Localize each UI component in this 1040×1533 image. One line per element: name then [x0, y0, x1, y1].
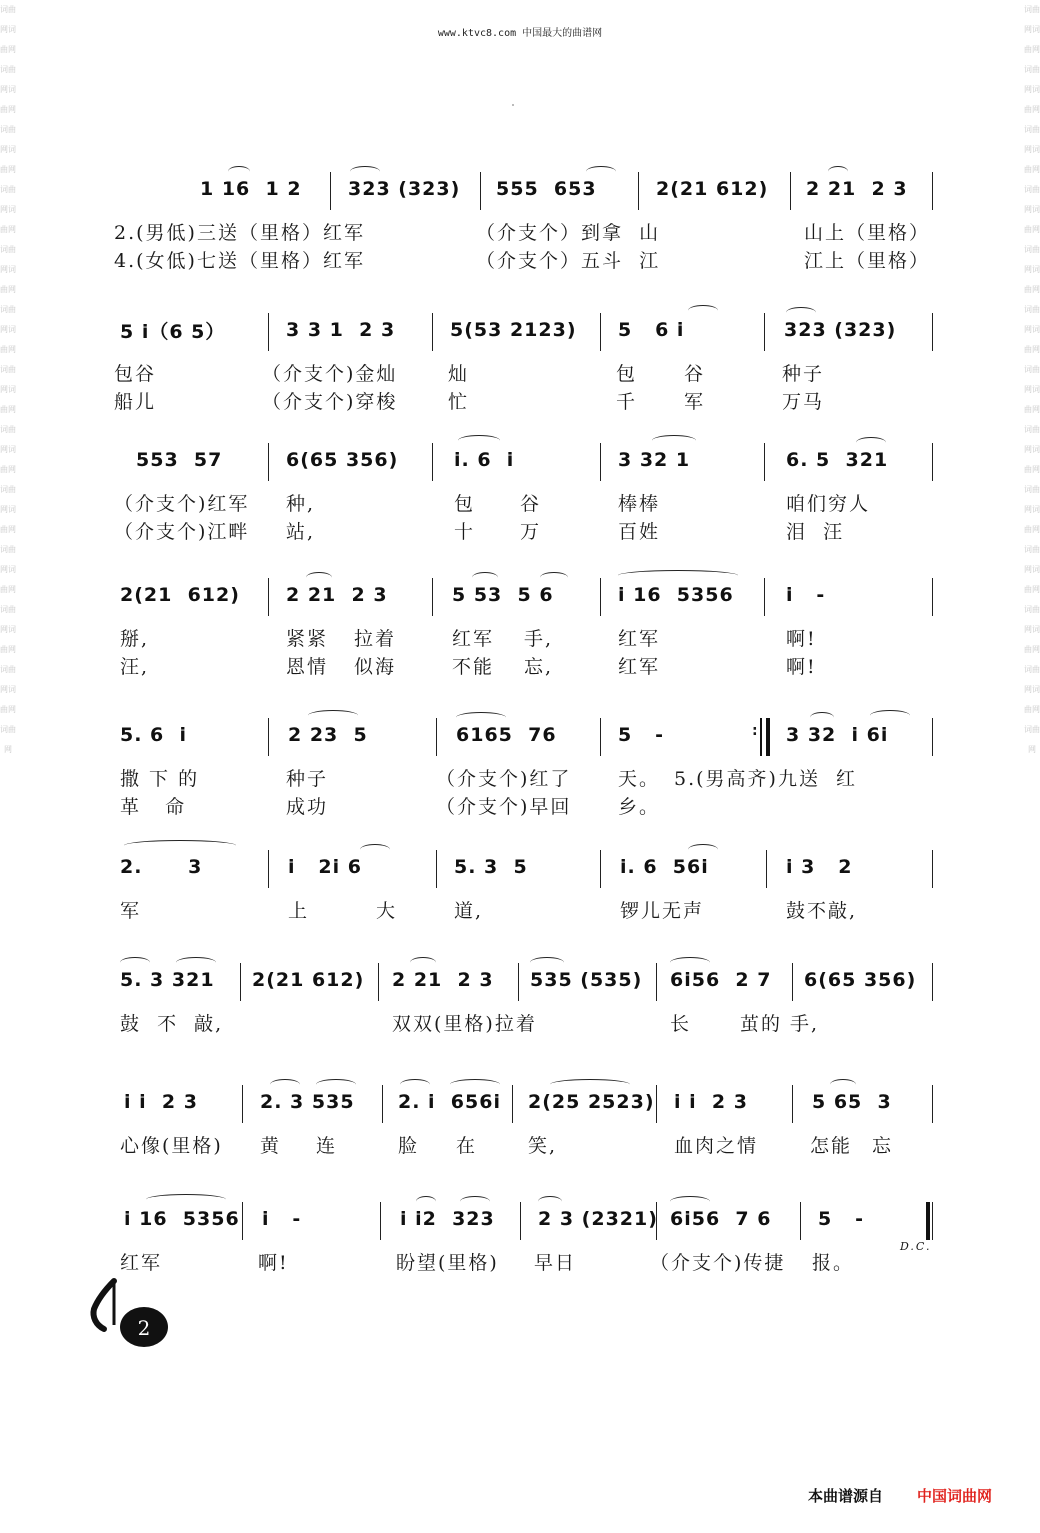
slur — [316, 1079, 356, 1090]
lyric-segment: 种, — [286, 493, 316, 515]
lyric-segment: 船儿 — [114, 391, 157, 413]
barline — [240, 963, 241, 1001]
slur — [810, 712, 834, 723]
barline — [436, 718, 437, 756]
barline — [600, 313, 601, 351]
slur — [538, 1196, 562, 1207]
lyric-segment: 鼓不敲, — [786, 900, 858, 922]
lyric-row — [110, 1248, 940, 1276]
lyric-segment: （介支个)红军 — [114, 493, 250, 515]
measure: 5 i（6 5） — [120, 320, 226, 343]
barline — [480, 172, 481, 210]
slur — [670, 1196, 710, 1207]
slur — [550, 1079, 630, 1090]
barline — [268, 718, 269, 756]
measure: 2(21 612) — [120, 584, 240, 606]
slur — [458, 435, 500, 446]
barline — [378, 963, 379, 1001]
slur — [308, 710, 358, 721]
barline — [268, 850, 269, 888]
slur — [350, 166, 380, 177]
measure: 555 653 — [496, 178, 597, 200]
lyric-segment: 军 — [684, 391, 706, 413]
lyric-segment: （介支个)江畔 — [114, 521, 250, 543]
lyric-segment: 万马 — [782, 391, 825, 413]
barline — [432, 578, 433, 616]
lyric-segment: 早日 — [534, 1252, 577, 1274]
notation-row — [110, 578, 940, 612]
slur — [410, 957, 436, 968]
barline — [766, 850, 767, 888]
slur — [456, 712, 506, 723]
lyric-segment: 种子 — [286, 768, 329, 790]
slur — [360, 844, 390, 855]
slur — [146, 1194, 226, 1205]
barline — [790, 172, 791, 210]
slur — [306, 572, 332, 583]
slur — [450, 1079, 500, 1090]
lyric-segment: 血肉之情 — [674, 1135, 759, 1157]
measure: 2 23 5 — [288, 724, 368, 746]
measure: 5 65 3 — [812, 1091, 892, 1113]
lyric-segment: 盼望(里格) — [396, 1252, 499, 1274]
lyric-segment: 百姓 — [618, 521, 661, 543]
lyric-segment: 黄 — [260, 1135, 282, 1157]
lyric-segment: （介支个)金灿 — [262, 363, 398, 385]
lyric-row — [110, 792, 940, 820]
slur — [176, 957, 216, 968]
lyric-segment: （介支个)红了 — [436, 768, 572, 790]
footer-source-label: 本曲谱源自 — [808, 1487, 884, 1505]
measure: 2(25 2523) — [528, 1091, 655, 1113]
barline — [382, 1085, 383, 1123]
barline — [932, 443, 933, 481]
lyric-segment: 手, — [524, 628, 554, 650]
measure: 3 32 1 — [618, 449, 691, 471]
lyric-segment: 红军 — [618, 628, 661, 650]
lyric-segment: 4.(女低)七送（里格）红军 — [114, 250, 365, 272]
slur — [228, 166, 250, 177]
slur — [472, 572, 498, 583]
lyric-row — [110, 246, 940, 274]
slur — [828, 166, 848, 177]
measure: 5 6 i — [618, 319, 685, 341]
lyric-segment: 灿 — [448, 363, 470, 385]
slur — [530, 957, 564, 968]
lyric-row — [110, 359, 940, 387]
measure: 2 21 2 3 — [392, 969, 494, 991]
lyric-segment: 种子 — [782, 363, 825, 385]
barline — [600, 850, 601, 888]
lyric-segment: 撒 下 的 — [120, 768, 200, 790]
slur — [618, 570, 738, 581]
measure: i 3 2 — [786, 856, 853, 878]
barline — [242, 1202, 243, 1240]
barline — [268, 443, 269, 481]
lyric-segment: 棒棒 — [618, 493, 661, 515]
lyric-segment: 万 — [520, 521, 542, 543]
lyric-segment: 恩情 — [286, 656, 329, 678]
barline — [932, 172, 933, 210]
barline — [380, 1202, 381, 1240]
lyric-segment: 泪 汪 — [786, 521, 845, 543]
lyric-segment: 咱们穷人 — [786, 493, 871, 515]
lyric-row — [110, 764, 940, 792]
measure: 2. i 656i — [398, 1091, 501, 1113]
measure: 2(21 612) — [252, 969, 365, 991]
measure: 553 57 — [136, 449, 223, 471]
lyric-segment: 包 — [454, 493, 476, 515]
lyric-segment: 天。 — [618, 768, 661, 790]
measure: 2 21 2 3 — [286, 584, 388, 606]
measure: 2 3 (2321) — [538, 1208, 658, 1230]
measure: i 16 5356 — [124, 1208, 240, 1230]
lyric-segment: 心像(里格) — [120, 1135, 223, 1157]
da-capo-mark: D.C. — [900, 1240, 932, 1253]
barline — [638, 172, 639, 210]
measure: 2. 3 — [120, 856, 203, 878]
measure: 6i56 2 7 — [670, 969, 772, 991]
measure: i - — [786, 584, 826, 606]
lyric-segment: 不能 — [452, 656, 495, 678]
lyric-segment: 红军 — [618, 656, 661, 678]
lyric-segment: （介支个）五斗 江 — [476, 250, 661, 272]
measure: i 16 5356 — [618, 584, 734, 606]
measure: i - — [262, 1208, 302, 1230]
lyric-row — [110, 896, 940, 924]
lyric-segment: （介支个)早回 — [436, 796, 572, 818]
notation-row — [110, 443, 940, 477]
measure: 5. 3 321 — [120, 969, 215, 991]
lyric-segment: 双双(里格)拉着 — [392, 1013, 537, 1035]
notation-row — [110, 172, 940, 206]
final-barline — [932, 1202, 933, 1240]
slur — [688, 844, 718, 855]
barline — [512, 1085, 513, 1123]
slur — [670, 957, 710, 968]
lyric-segment: 包谷 — [114, 363, 157, 385]
measure: 3 3 1 2 3 — [286, 319, 396, 341]
measure: i. 6 56i — [620, 856, 709, 878]
lyric-segment: 在 — [456, 1135, 478, 1157]
notation-row — [110, 718, 940, 752]
notation-row — [110, 850, 940, 884]
slur — [786, 307, 816, 318]
measure: 5. 3 5 — [454, 856, 528, 878]
measure: 2(21 612) — [656, 178, 769, 200]
measure: i i2 323 — [400, 1208, 495, 1230]
measure: 323 (323) — [784, 319, 897, 341]
notation-row — [110, 1085, 940, 1119]
lyric-segment: 上 — [288, 900, 310, 922]
barline — [792, 963, 793, 1001]
measure: 6. 5 321 — [786, 449, 889, 471]
lyric-segment: 似海 — [354, 656, 397, 678]
measure: 5 53 5 6 — [452, 584, 554, 606]
barline — [432, 443, 433, 481]
lyric-segment: 山上（里格） — [804, 222, 931, 244]
lyric-segment: 紧紧 — [286, 628, 329, 650]
lyric-segment: 笑, — [528, 1135, 558, 1157]
repeat-barline: : — [760, 718, 762, 756]
lyric-segment: 茧的 手, — [740, 1013, 820, 1035]
lyric-segment: （介支个)穿梭 — [262, 391, 398, 413]
barline — [656, 1085, 657, 1123]
measure: 5 - — [618, 724, 664, 746]
lyric-segment: 十 — [454, 521, 476, 543]
scan-speck — [512, 104, 514, 106]
barline — [330, 172, 331, 210]
slur — [586, 166, 616, 177]
measure: 535 (535) — [530, 969, 643, 991]
measure: 6i56 7 6 — [670, 1208, 772, 1230]
barline — [932, 578, 933, 616]
measure: i i 2 3 — [674, 1091, 748, 1113]
lyric-segment: 大 — [376, 900, 398, 922]
barline — [656, 1202, 657, 1240]
lyric-segment: 忘, — [524, 656, 554, 678]
slur — [460, 1196, 490, 1207]
barline — [792, 1085, 793, 1123]
lyric-row — [110, 1009, 940, 1037]
barline — [764, 578, 765, 616]
slur — [856, 437, 886, 448]
slur — [688, 305, 718, 316]
notation-row — [110, 1202, 940, 1236]
barline — [600, 718, 601, 756]
lyric-segment: 脸 — [398, 1135, 420, 1157]
slur — [270, 1079, 300, 1090]
lyric-segment: 忙 — [448, 391, 470, 413]
slur — [652, 435, 696, 446]
barline — [800, 1202, 801, 1240]
barline — [932, 1085, 933, 1123]
footer-site-link[interactable]: 中国词曲网 — [917, 1487, 993, 1505]
lyric-row — [110, 624, 940, 652]
barline — [436, 850, 437, 888]
lyric-segment: 革 命 — [120, 796, 187, 818]
slur — [124, 840, 236, 851]
lyric-segment: 汪, — [120, 656, 150, 678]
barline — [600, 443, 601, 481]
measure: 6(65 356) — [286, 449, 399, 471]
barline — [932, 313, 933, 351]
lyric-segment: 站, — [286, 521, 316, 543]
slur — [400, 1079, 430, 1090]
lyric-row — [110, 218, 940, 246]
lyric-row — [110, 489, 940, 517]
slur — [120, 957, 150, 968]
barline — [268, 578, 269, 616]
measure: 5. 6 i — [120, 724, 188, 746]
lyric-row — [110, 387, 940, 415]
lyric-segment: 啊! — [786, 628, 817, 650]
notation-row — [110, 313, 940, 347]
lyric-segment: 报。 — [812, 1252, 855, 1274]
lyric-segment: 包 — [616, 363, 638, 385]
measure: 3 32 i 6i — [786, 724, 889, 746]
lyric-row — [110, 517, 940, 545]
lyric-segment: 长 — [670, 1013, 692, 1035]
lyric-segment: 鼓 不 敲, — [120, 1013, 224, 1035]
barline — [764, 313, 765, 351]
lyric-segment: 千 — [616, 391, 638, 413]
measure: 5(53 2123) — [450, 319, 577, 341]
lyric-segment: 连 — [316, 1135, 338, 1157]
lyric-segment: 掰, — [120, 628, 150, 650]
barline — [656, 963, 657, 1001]
lyric-segment: 忘 — [872, 1135, 894, 1157]
lyric-segment: 怎能 — [810, 1135, 853, 1157]
lyric-segment: 道, — [454, 900, 484, 922]
measure: 6(65 356) — [804, 969, 917, 991]
barline — [600, 578, 601, 616]
barline — [268, 313, 269, 351]
measure: 323 (323) — [348, 178, 461, 200]
lyric-row — [110, 1131, 940, 1159]
lyric-segment: 啊! — [786, 656, 817, 678]
measure: 5 - — [818, 1208, 864, 1230]
measure: 1 16 1 2 — [200, 178, 302, 200]
lyric-segment: 江上（里格） — [804, 250, 931, 272]
barline — [520, 1202, 521, 1240]
measure: i 2i 6 — [288, 856, 362, 878]
lyric-segment: 拉着 — [354, 628, 397, 650]
slur — [870, 710, 910, 721]
lyric-segment: 锣儿无声 — [620, 900, 705, 922]
lyric-segment: 红军 — [452, 628, 495, 650]
lyric-row — [110, 652, 940, 680]
lyric-segment: 5.(男高齐)九送 红 — [674, 768, 858, 790]
measure: 2 21 2 3 — [806, 178, 908, 200]
lyric-segment: 红军 — [120, 1252, 163, 1274]
side-watermark-right: 词曲网词曲网词曲网词曲网词曲网词曲网词曲网词曲网词曲网词曲网词曲网词曲网词曲网词曲网词曲网词曲网词曲网词曲网词曲网词曲网词曲网词曲网词曲网词曲网词曲网 — [1024, 5, 1040, 754]
side-watermark-left: 词曲网词曲网词曲网词曲网词曲网词曲网词曲网词曲网词曲网词曲网词曲网词曲网词曲网词曲网词曲网词曲网词曲网词曲网词曲网词曲网词曲网词曲网词曲网词曲网词曲网 — [0, 5, 16, 754]
lyric-segment: 军 — [120, 900, 142, 922]
barline — [242, 1085, 243, 1123]
measure: i. 6 i — [454, 449, 515, 471]
barline — [932, 963, 933, 1001]
notation-row — [110, 963, 940, 997]
barline — [432, 313, 433, 351]
lyric-segment: （介支个)传捷 — [650, 1252, 786, 1274]
lyric-segment: 谷 — [684, 363, 706, 385]
header-source-line: www.ktvc8.com 中国最大的曲谱网 — [437, 28, 603, 39]
slur — [416, 1196, 436, 1207]
lyric-segment: 谷 — [520, 493, 542, 515]
lyric-segment: 乡。 — [618, 796, 661, 818]
barline — [932, 850, 933, 888]
barline — [932, 718, 933, 756]
measure: 6165 76 — [456, 724, 557, 746]
music-note-icon — [84, 1275, 174, 1355]
measure: 2. 3 535 — [260, 1091, 355, 1113]
lyric-segment: 啊! — [258, 1252, 289, 1274]
lyric-segment: （介支个）到拿 山 — [476, 222, 661, 244]
slur — [540, 572, 568, 583]
lyric-segment: 2.(男低)三送（里格）红军 — [114, 222, 365, 244]
measure: i i 2 3 — [124, 1091, 198, 1113]
lyric-segment: 成功 — [286, 796, 329, 818]
barline — [764, 443, 765, 481]
page-number: 2 — [137, 1316, 151, 1340]
barline — [518, 963, 519, 1001]
slur — [830, 1079, 856, 1090]
